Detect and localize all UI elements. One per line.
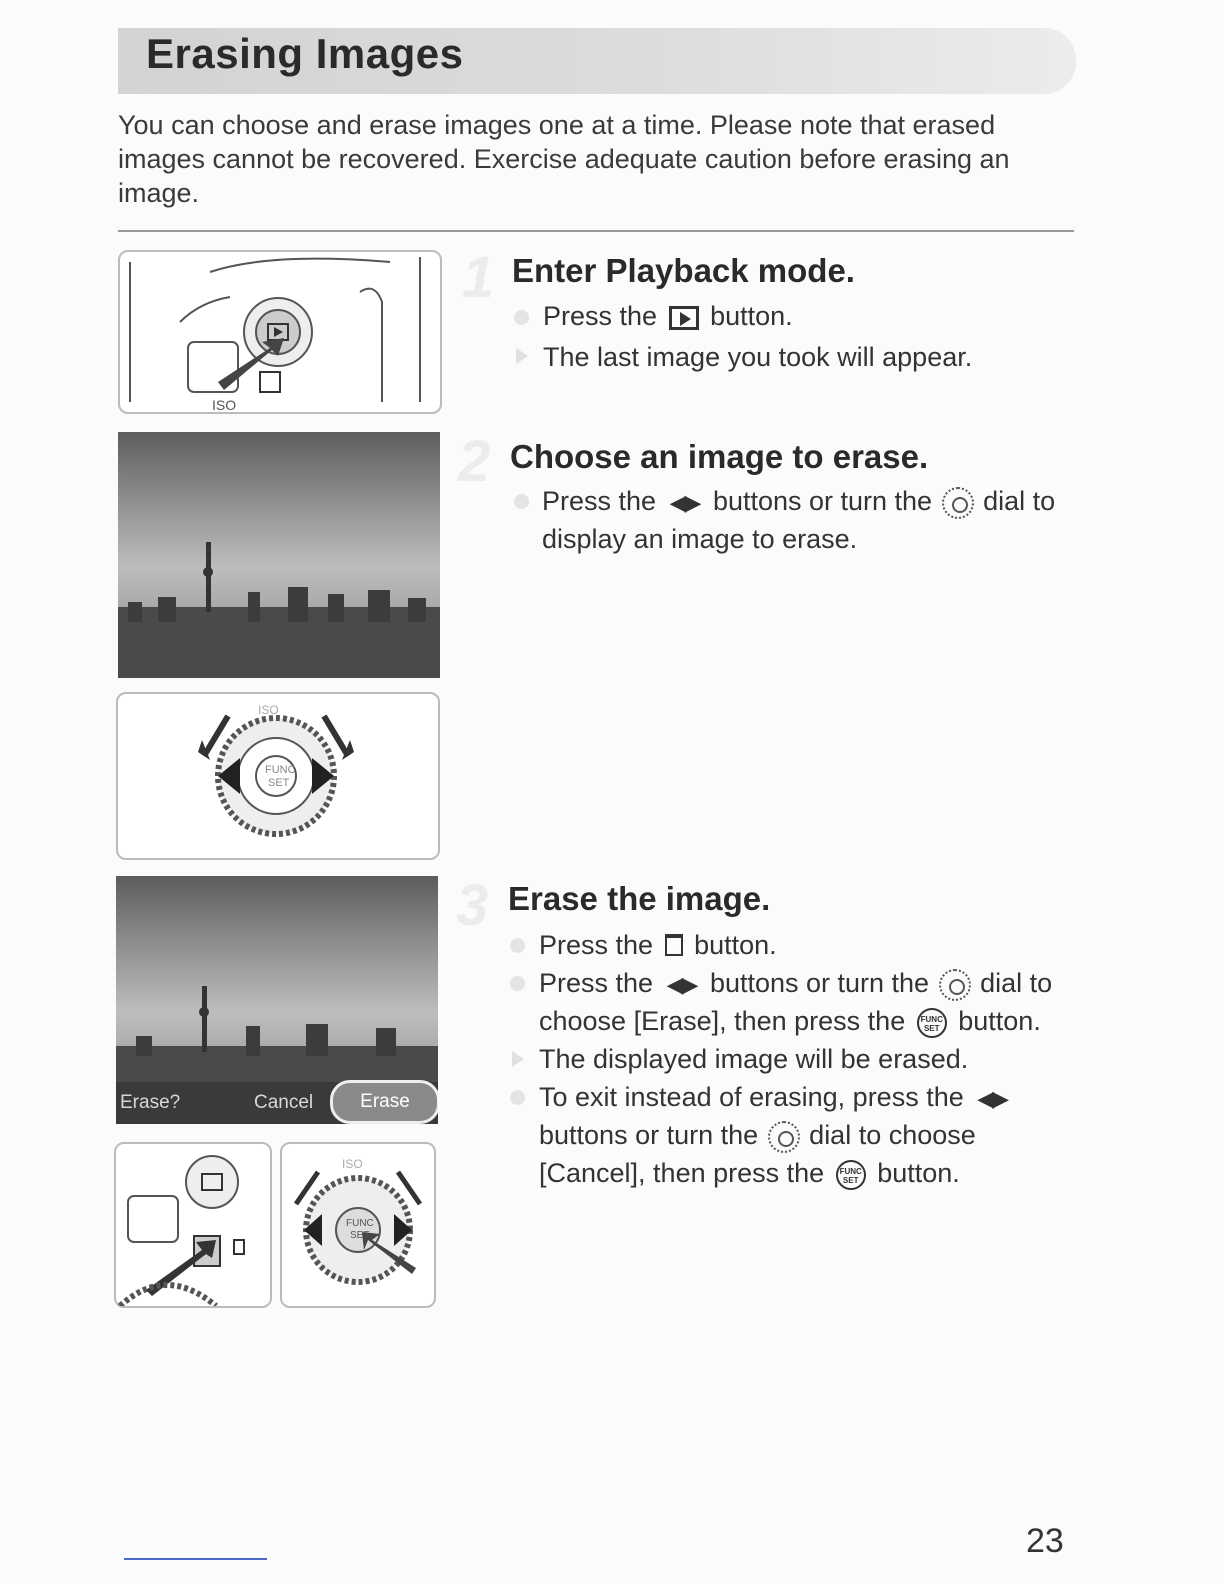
set-label-4: SET [350, 1230, 370, 1241]
step-1-title: Enter Playback mode. [512, 252, 855, 289]
trash-button-drawing [116, 1144, 270, 1306]
step-3-line-2: Press the ◀▶ buttons or turn the dial to [539, 966, 1052, 1002]
erase-screen-photo [116, 876, 438, 1124]
step-3-line-5: To exit instead of erasing, press the ◀▶ [539, 1080, 1013, 1116]
illustration-control-dial [116, 692, 440, 860]
bullet-icon [510, 976, 525, 991]
left-right-icon: ◀▶ [669, 489, 700, 515]
control-dial-icon [768, 1121, 800, 1153]
divider [118, 230, 1074, 232]
trash-icon [665, 934, 683, 956]
play-icon [669, 306, 699, 330]
cancel-option[interactable]: Cancel [254, 1092, 314, 1113]
step-2-title: Choose an image to erase. [510, 438, 929, 475]
step-1-line-1: Press the button. [543, 301, 793, 331]
erase-dialog-bar [116, 1082, 438, 1124]
step-2-line-1: Press the ◀▶ buttons or turn the dial to [542, 484, 1055, 520]
step-1-line-2: The last image you took will appear. [543, 342, 973, 372]
step-1-number: 1 [462, 245, 495, 310]
step-3-title: Erase the image. [508, 880, 771, 917]
set-label-2: SET [268, 777, 290, 789]
step-3-number: 3 [456, 873, 489, 938]
page-title: Erasing Images [146, 30, 464, 77]
step-2-line-2: display an image to erase. [542, 524, 858, 554]
iso-label-4: ISO [342, 1157, 363, 1171]
bullet-icon [514, 494, 529, 509]
control-dial-icon [942, 487, 974, 519]
iso-label-2: ISO [258, 703, 279, 717]
camera-back-drawing [120, 252, 440, 412]
result-arrow-icon [512, 1051, 524, 1067]
step-3-line-7: [Cancel], then press the FUNC SET button. [539, 1158, 960, 1188]
func-set-icon: FUNC SET [836, 1160, 866, 1190]
func-label-2: FUNC [265, 764, 296, 776]
bullet-icon [510, 1090, 525, 1105]
illustration-playback-button [118, 250, 442, 414]
dial-drawing [118, 694, 438, 858]
skyline-drawing-2 [116, 876, 438, 1082]
control-dial-icon [939, 969, 971, 1001]
step-3-line-1: Press the button. [539, 930, 777, 960]
func-set-drawing [282, 1144, 434, 1306]
step-3-line-4: The displayed image will be erased. [539, 1044, 969, 1074]
bullet-icon [514, 310, 529, 325]
bullet-icon [510, 938, 525, 953]
step-2-number: 2 [458, 429, 491, 494]
illustration-trash-button [114, 1142, 272, 1308]
intro-paragraph: You can choose and erase images one at a time. Please note that erased images cannot be recovered. Exercise adequate caution before erasing an image. [118, 110, 1010, 208]
left-right-icon: ◀▶ [977, 1085, 1008, 1111]
step-3-line-6: buttons or turn the dial to choose [539, 1118, 976, 1153]
erase-prompt: Erase? [120, 1092, 181, 1113]
skyline-drawing [118, 432, 440, 678]
result-arrow-icon [516, 348, 528, 364]
erase-option[interactable]: Erase [330, 1080, 438, 1124]
footer-rule [124, 1558, 267, 1560]
page-number: 23 [1026, 1522, 1064, 1560]
illustration-func-set [280, 1142, 436, 1308]
left-right-icon: ◀▶ [666, 971, 697, 997]
sample-photo [118, 432, 440, 678]
func-label-4: FUNC [346, 1218, 374, 1229]
step-3-line-3: choose [Erase], then press the FUNC SET button. [539, 1006, 1041, 1036]
func-set-icon: FUNC SET [917, 1008, 947, 1038]
iso-label-1: ISO [212, 397, 237, 412]
